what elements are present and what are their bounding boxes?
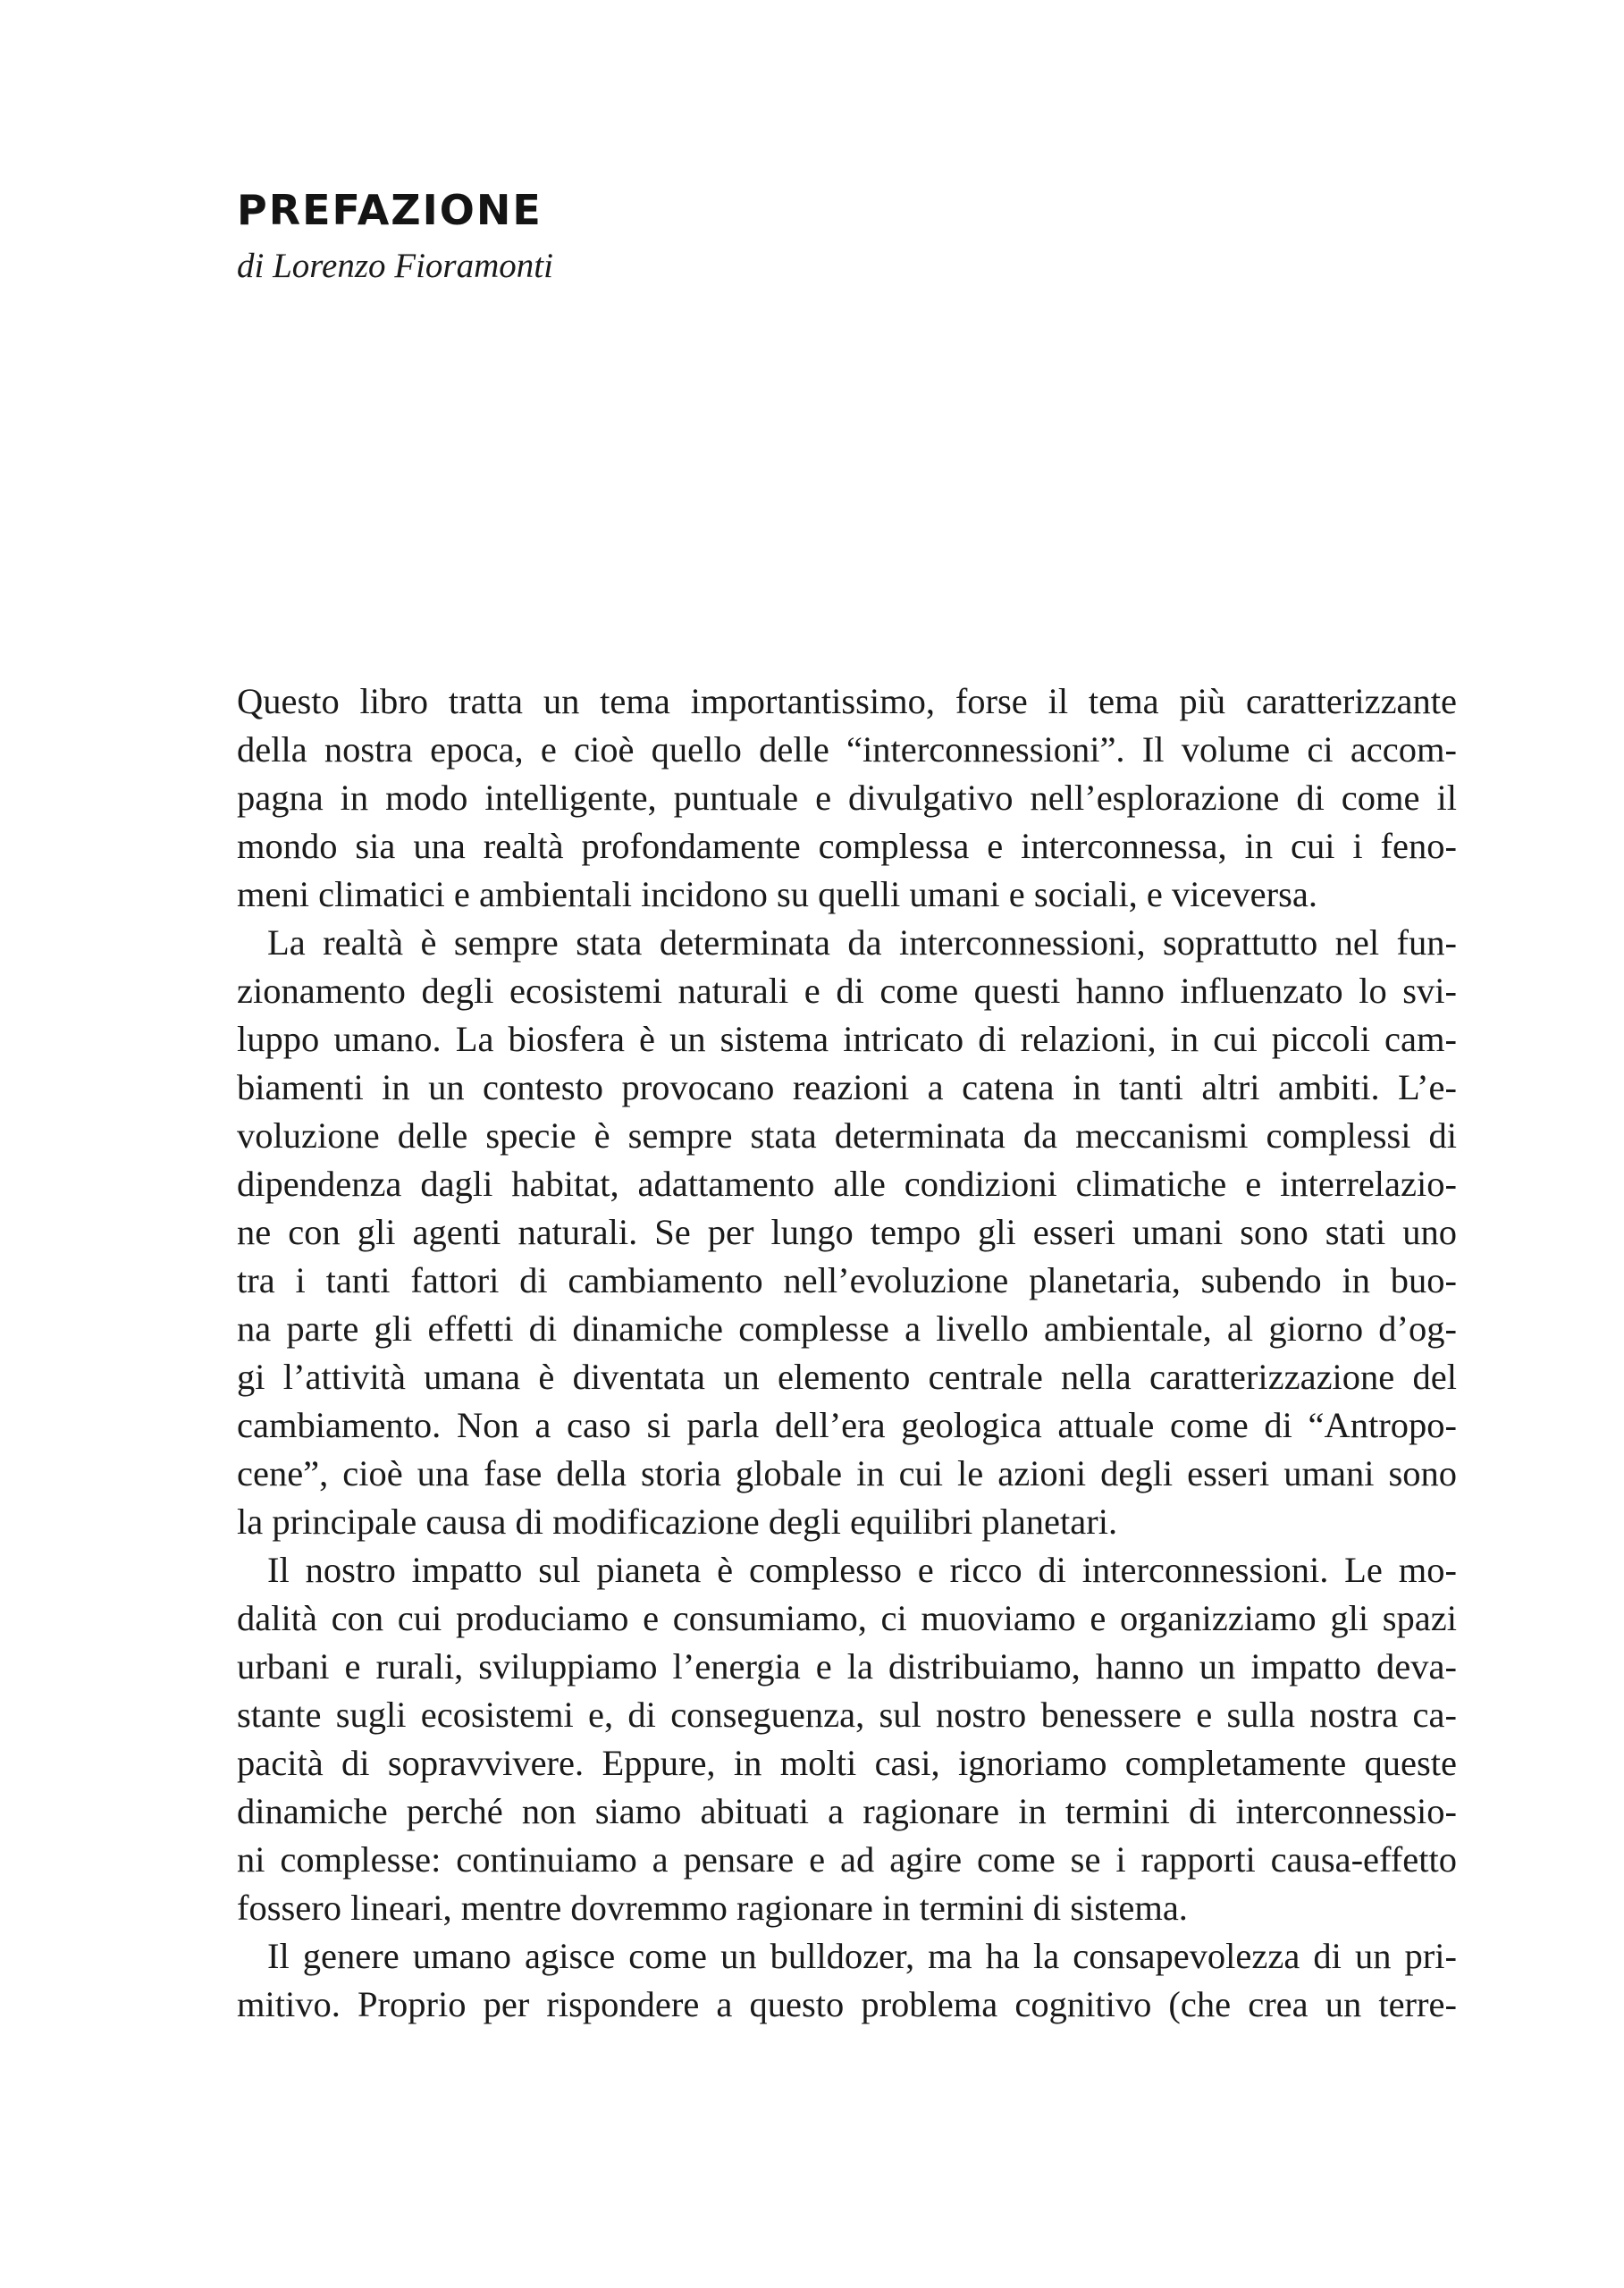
text-line: fossero lineari, mentre dovremmo ragionare in termini di sistema. <box>237 1888 1188 1928</box>
paragraph <box>237 1546 1457 1932</box>
text-line: luppo umano. La biosfera è un sistema intricato di relazioni, in cui piccoli cam- <box>237 1019 1457 1059</box>
text-line: tra i tanti fattori di cambiamento nell’evoluzione planetaria, subendo in buo- <box>237 1260 1457 1300</box>
text-line: cene”, cioè una fase della storia globale in cui le azioni degli esseri umani sono <box>237 1453 1457 1493</box>
text-line: Questo libro tratta un tema importantissimo, forse il tema più caratterizzante <box>237 681 1457 721</box>
text-line: Il nostro impatto sul pianeta è complesso e ricco di interconnessioni. Le mo- <box>267 1550 1457 1590</box>
text-line: voluzione delle specie è sempre stata determinata da meccanismi complessi di <box>237 1115 1457 1156</box>
text-line: mitivo. Proprio per rispondere a questo problema cognitivo (che crea un terre- <box>237 1984 1457 2024</box>
text-line: ne con gli agenti naturali. Se per lungo tempo gli esseri umani sono stati uno <box>237 1212 1457 1252</box>
text-line: na parte gli effetti di dinamiche complesse a livello ambientale, al giorno d’og- <box>237 1308 1457 1349</box>
text-line: pagna in modo intelligente, puntuale e divulgativo nell’esplorazione di come il <box>237 778 1457 818</box>
paragraph <box>237 677 1457 919</box>
text-line: dipendenza dagli habitat, adattamento alle condizioni climatiche e interrelazio- <box>237 1164 1457 1204</box>
text-line: la principale causa di modificazione degli equilibri planetari. <box>237 1502 1118 1542</box>
text-line: Il genere umano agisce come un bulldozer, ma ha la consapevolezza di un pri- <box>267 1936 1457 1976</box>
paragraph <box>237 1932 1457 2029</box>
text-line: meni climatici e ambientali incidono su quelli umani e sociali, e viceversa. <box>237 874 1317 914</box>
text-line: pacità di sopravvivere. Eppure, in molti casi, ignoriamo completamente queste <box>237 1743 1457 1783</box>
text-line: stante sugli ecosistemi e, di conseguenza, sul nostro benessere e sulla nostra ca- <box>237 1695 1457 1735</box>
chapter-title: PREFAZIONE <box>237 186 543 234</box>
body-text <box>237 677 1457 2029</box>
text-line: cambiamento. Non a caso si parla dell’era geologica attuale come di “Antropo- <box>237 1405 1457 1445</box>
text-line: dinamiche perché non siamo abituati a ragionare in termini di interconnessio- <box>237 1791 1457 1831</box>
text-line: ni complesse: continuiamo a pensare e ad agire come se i rapporti causa-effetto <box>237 1839 1457 1880</box>
text-line: biamenti in un contesto provocano reazioni a catena in tanti altri ambiti. L’e- <box>237 1067 1457 1107</box>
text-line: dalità con cui produciamo e consumiamo, ci muoviamo e organizziamo gli spazi <box>237 1598 1457 1638</box>
text-line: gi l’attività umana è diventata un elemento centrale nella caratterizzazione del <box>237 1357 1457 1397</box>
text-line: urbani e rurali, sviluppiamo l’energia e la distribuiamo, hanno un impatto deva- <box>237 1646 1457 1687</box>
chapter-author: di Lorenzo Fioramonti <box>237 247 553 285</box>
text-line: della nostra epoca, e cioè quello delle “interconnessioni”. Il volume ci accom- <box>237 729 1457 770</box>
text-line: mondo sia una realtà profondamente complessa e interconnessa, in cui i feno- <box>237 826 1457 866</box>
text-line: zionamento degli ecosistemi naturali e di come questi hanno influenzato lo svi- <box>237 971 1457 1011</box>
paragraph <box>237 919 1457 1546</box>
text-line: La realtà è sempre stata determinata da interconnessioni, soprattutto nel fun- <box>267 922 1457 963</box>
